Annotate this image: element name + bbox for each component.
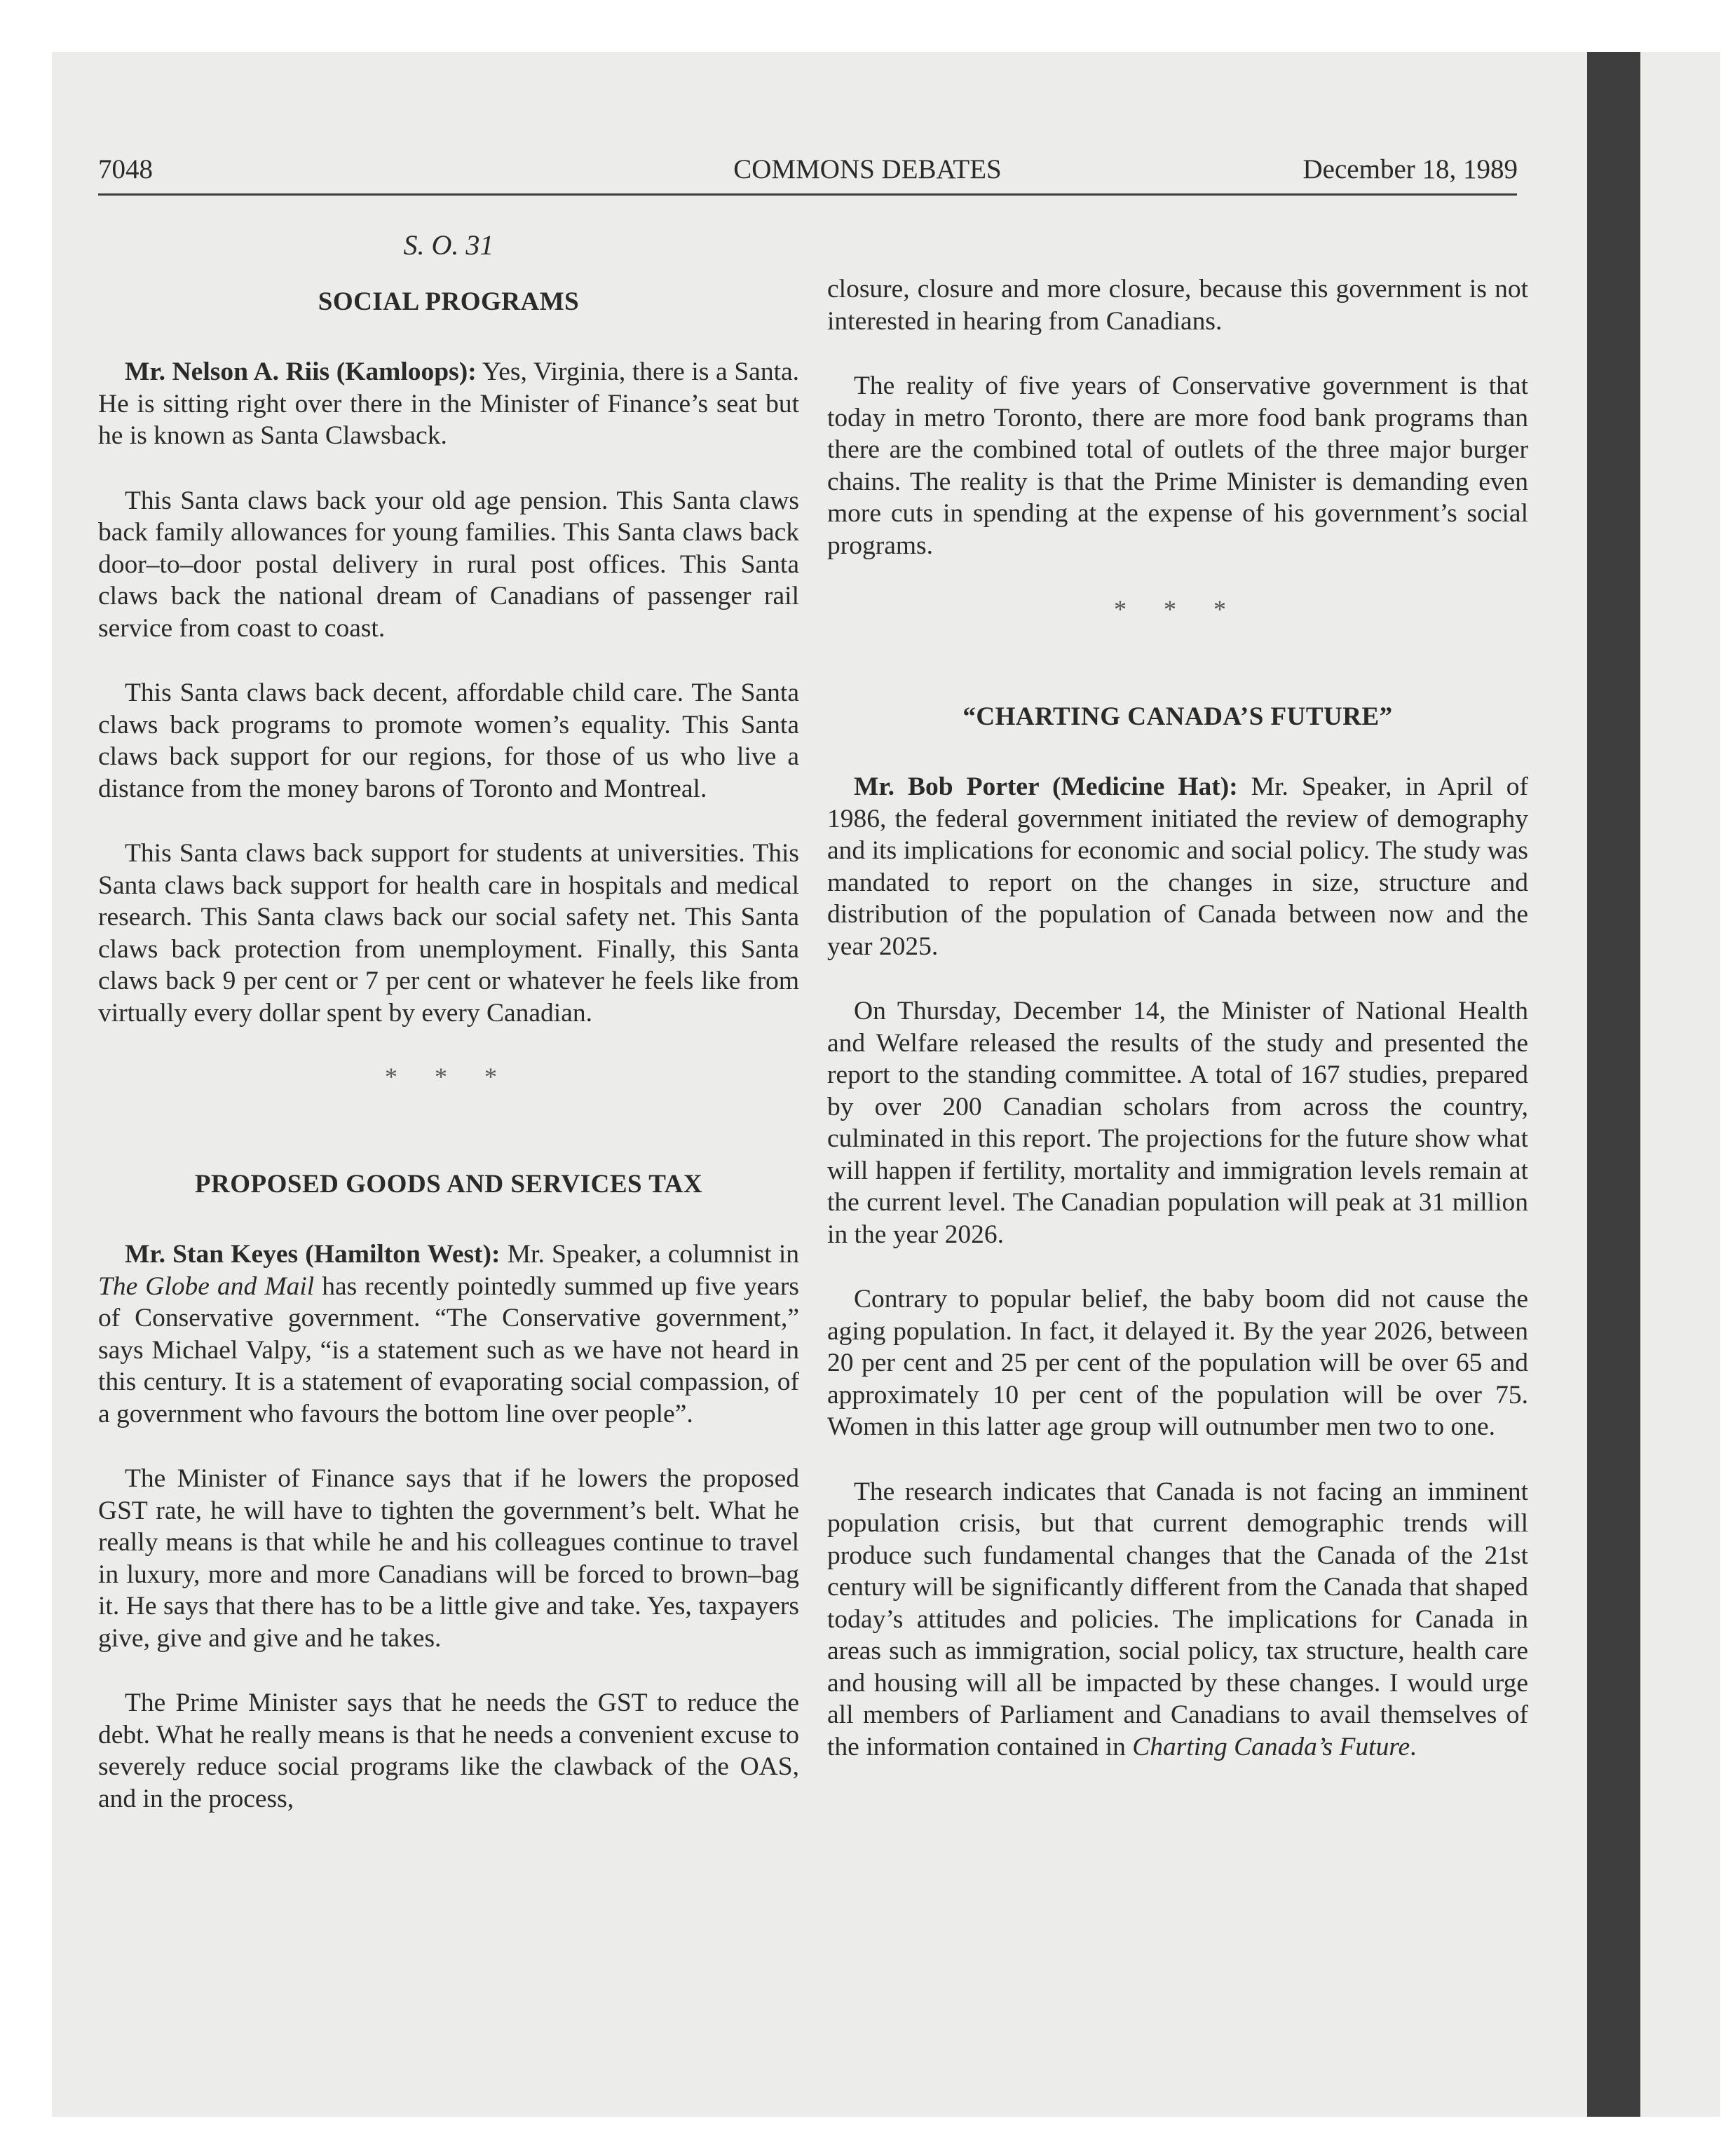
section-separator: * * * [385,1063,512,1091]
paragraph: This Santa claws back decent, affordable child care. The Santa claws back programs to promote women’s equality. This Santa claws back support for our regions, for those of us who live a distance from the money barons of Toronto and Montreal. [98,678,799,803]
paragraph: The Prime Minister says that he needs the GST to reduce the debt. What he really means is that he needs a convenient excuse to severely reduce social programs like the clawback of the OAS, and in the process, [98,1688,799,1813]
paragraph: Mr. Stan Keyes (Hamilton West): Mr. Speaker, a columnist in The Globe and Mail has recently pointedly summed up five years of Conservative government. “The Conservative government,” says Michael Valpy, “is a statement such as we have not heard in this century. It is a statement of evaporating social compassion, of a government who favours the bottom line over people”. [98,1240,799,1428]
page-date: December 18, 1989 [1302,154,1518,184]
paragraph: Mr. Bob Porter (Medicine Hat): Mr. Speaker, in April of 1986, the federal government initiated the review of demography and its implications for economic and social policy. The study was mandated to report on the changes in size, structure and distribution of the population of Canada between now and the year 2025. [827,772,1528,961]
report-title: Charting Canada’s Future [1132,1732,1410,1761]
page-number: 7048 [98,154,153,184]
paragraph: This Santa claws back your old age pension. This Santa claws back family allowances for young families. This Santa claws back door–to–door postal delivery in rural post offices. This Santa claws back the national dream of Canadians of passenger rail service from coast to coast. [98,486,799,643]
speaker-name: Mr. Bob Porter (Medicine Hat): [854,772,1238,801]
paragraph: The research indicates that Canada is not facing an imminent population crisis, but that current demographic trends will produce such fundamental changes that the Canada of the 21st century will be significantly different from the Canada that shaped today’s attitudes and policies. The implications for Canada in areas such as immigration, social policy, tax structure, health care and housing will all be impacted by these changes. I would urge all members of Parliament and Canadians to avail themselves of the information contained in Charting Canada’s Future. [827,1477,1528,1761]
section-heading-gst: PROPOSED GOODS AND SERVICES TAX [194,1170,703,1199]
newspaper-title: The Globe and Mail [98,1271,315,1301]
paragraph: The reality of five years of Conservative government is that today in metro Toronto, there are more food bank programs than there are the combined total of outlets of the three major burger chains. The reality is that the Prime Minister is demanding even more cuts in spending at the expense of his government’s social programs. [827,371,1528,560]
section-separator: * * * [1114,595,1241,623]
speaker-name: Mr. Nelson A. Riis (Kamloops): [125,357,477,386]
section-heading-charting-canadas-future: “CHARTING CANADA’S FUTURE” [962,702,1393,731]
binding-gutter [1587,52,1640,2117]
paragraph-continued: closure, closure and more closure, because this government is not interested in hearing from Canadians. [827,275,1528,336]
paragraph: The Minister of Finance says that if he lowers the proposed GST rate, he will have to tighten the government’s belt. What he really means is that while he and his colleagues continue to travel in luxury, more and more Canadians will be forced to brown–bag it. He says that there has to be a little give and take. Yes, taxpayers give, give and give and he takes. [98,1464,799,1653]
header-rule [98,193,1517,196]
paragraph: This Santa claws back support for students at universities. This Santa claws back support for health care in hospitals and medical research. This Santa claws back our social safety net. This Santa claws back protection from unemployment. Finally, this Santa claws back 9 per cent or 7 per cent or whatever he feels like from virtually every dollar spent by every Canadian. [98,839,799,1028]
paragraph: Mr. Nelson A. Riis (Kamloops): Yes, Virginia, there is a Santa. He is sitting right over there in the Minister of Finance’s seat but he is known as Santa Clawsback. [98,357,800,450]
paragraph: On Thursday, December 14, the Minister of National Health and Welfare released the results of the study and presented the report to the standing committee. A total of 167 studies, prepared by over 200 Canadian scholars from across the country, culminated in this report. The projections for the future show what will happen if fertility, mortality and immigration levels remain at the current level. The Canadian population will peak at 31 million in the year 2026. [827,997,1528,1249]
publication-title: COMMONS DEBATES [733,154,1002,184]
right-column [827,273,1528,1796]
left-column [98,224,799,1848]
standing-order-label: S. O. 31 [403,229,494,261]
paragraph: Contrary to popular belief, the baby boom did not cause the aging population. In fact, it delayed it. By the year 2026, between 20 per cent and 25 per cent of the population will be over 65 and approximately 10 per cent of the population will be over 75. Women in this latter age group will outnumber men two to one. [827,1285,1528,1441]
speaker-name: Mr. Stan Keyes (Hamilton West): [125,1240,501,1269]
section-heading-social-programs: SOCIAL PROGRAMS [318,287,580,316]
